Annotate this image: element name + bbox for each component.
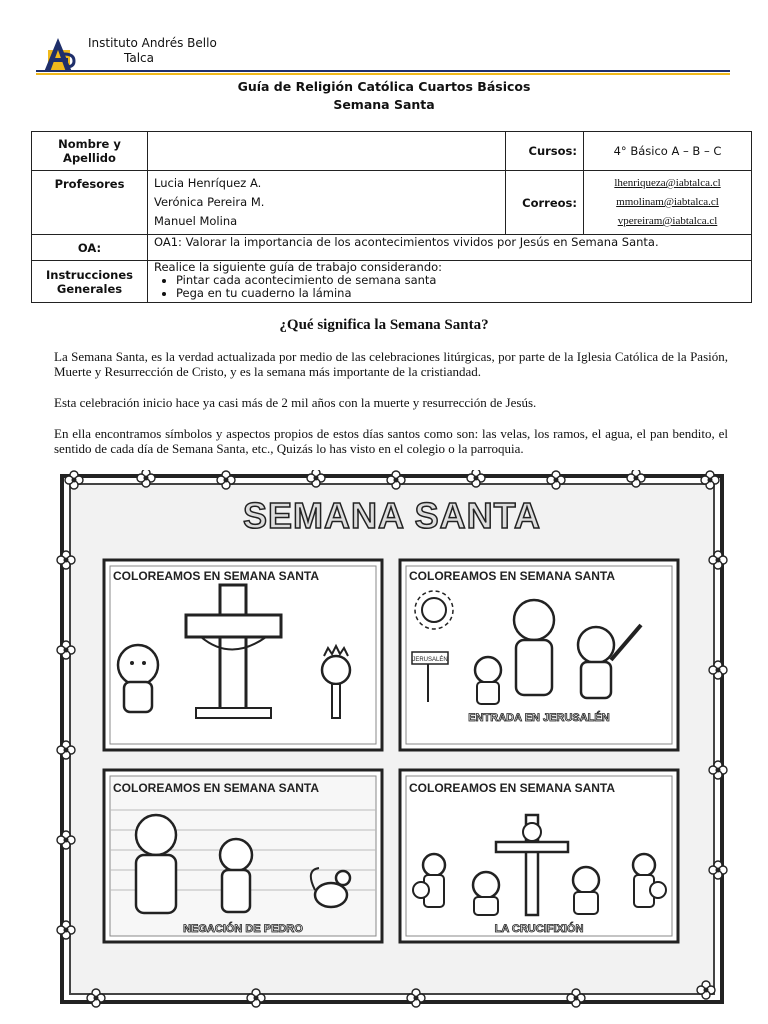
email-link[interactable]: mmolinam@iabtalca.cl [616, 196, 719, 208]
panel-3-header: COLOREAMOS EN SEMANA SANTA [113, 781, 320, 795]
title-line-2: Semana Santa [333, 97, 435, 112]
panel-2-header: COLOREAMOS EN SEMANA SANTA [409, 569, 616, 583]
semana-santa-poster [56, 470, 728, 1008]
info-table [31, 131, 752, 303]
cursos-label: Cursos: [506, 132, 584, 171]
cursos-value: 4° Básico A – B – C [584, 132, 752, 171]
panel-4 [400, 770, 678, 942]
instrucciones-label: Instrucciones Generales [32, 261, 148, 303]
instruccion-item: • Pintar cada acontecimiento de semana santa [176, 274, 745, 287]
header-divider-gold [36, 73, 730, 75]
instruccion-item: • Pega en tu cuaderno la lámina [176, 287, 745, 300]
institution-city: Talca [124, 51, 154, 65]
panel-2 [400, 560, 678, 750]
correos-label: Correos: [506, 171, 584, 235]
oa-value: OA1: Valorar la importancia de los acontecimientos vividos por Jesús en Semana Santa. [148, 235, 752, 261]
profesores-label: Profesores [32, 171, 148, 235]
section-question: ¿Qué significa la Semana Santa? [279, 317, 489, 333]
email-link[interactable]: lhenriqueza@iabtalca.cl [614, 177, 721, 189]
header-divider-navy [36, 70, 730, 72]
poster-title: SEMANA SANTA [243, 495, 541, 536]
panel-4-header: COLOREAMOS EN SEMANA SANTA [409, 781, 616, 795]
child-figure-icon [118, 645, 158, 712]
jesus-figure-icon [136, 815, 176, 913]
instrucciones-list [154, 274, 745, 300]
profesor-item: Verónica Pereira M. [154, 195, 265, 209]
email-link[interactable]: vpereiram@iabtalca.cl [617, 215, 718, 227]
profesores-list [148, 171, 506, 235]
institution-name: Instituto Andrés Bello [88, 36, 217, 50]
mourner-icon [473, 872, 499, 915]
panel-1-header: COLOREAMOS EN SEMANA SANTA [113, 569, 320, 583]
panel-3-caption: NEGACIÓN DE PEDRO [183, 923, 303, 935]
school-header [36, 30, 730, 78]
jesus-figure-icon [514, 600, 554, 695]
nombre-field[interactable] [148, 132, 506, 171]
jerusalem-sign-text: JERUSALÉN [412, 657, 448, 663]
child-figure-icon [573, 867, 599, 914]
small-child-icon [475, 657, 501, 704]
paragraph: En ella encontramos símbolos y aspectos propios de estos días santos como son: las velas, los ramos, el agua, el pan bendito, el sentido de cada día de Semana Santa, etc., Quizás lo has visto en el colegio o la parroquia. [54, 426, 728, 456]
nombre-label: Nombre y Apellido [32, 132, 148, 171]
paragraph: La Semana Santa, es la verdad actualizada por medio de las celebraciones litúrgicas, por parte de la Iglesia Católica de la Pasión, Muerte y Resurrección de Cristo, y es la semana más importante de la cristiandad. [54, 349, 728, 379]
title-line-1: Guía de Religión Católica Cuartos Básicos [237, 79, 531, 94]
peter-figure-icon [220, 839, 252, 912]
correos-list [584, 171, 752, 235]
panel-4-caption: LA CRUCIFIXIÓN [494, 923, 584, 935]
instrucciones-cell [148, 261, 752, 303]
oa-label: OA: [32, 235, 148, 261]
panel-1 [104, 560, 382, 750]
instrucciones-intro: Realice la siguiente guía de trabajo considerando: [154, 260, 443, 274]
profesor-item: Manuel Molina [154, 214, 238, 228]
paragraph: Esta celebración inicio hace ya casi más de 2 mil años con la muerte y resurrección de Jesús. [54, 395, 537, 410]
panel-2-caption: ENTRADA EN JERUSALÉN [468, 712, 610, 724]
panel-3 [104, 770, 382, 942]
profesor-item: Lucia Henríquez A. [154, 176, 262, 190]
document-title [0, 78, 768, 114]
